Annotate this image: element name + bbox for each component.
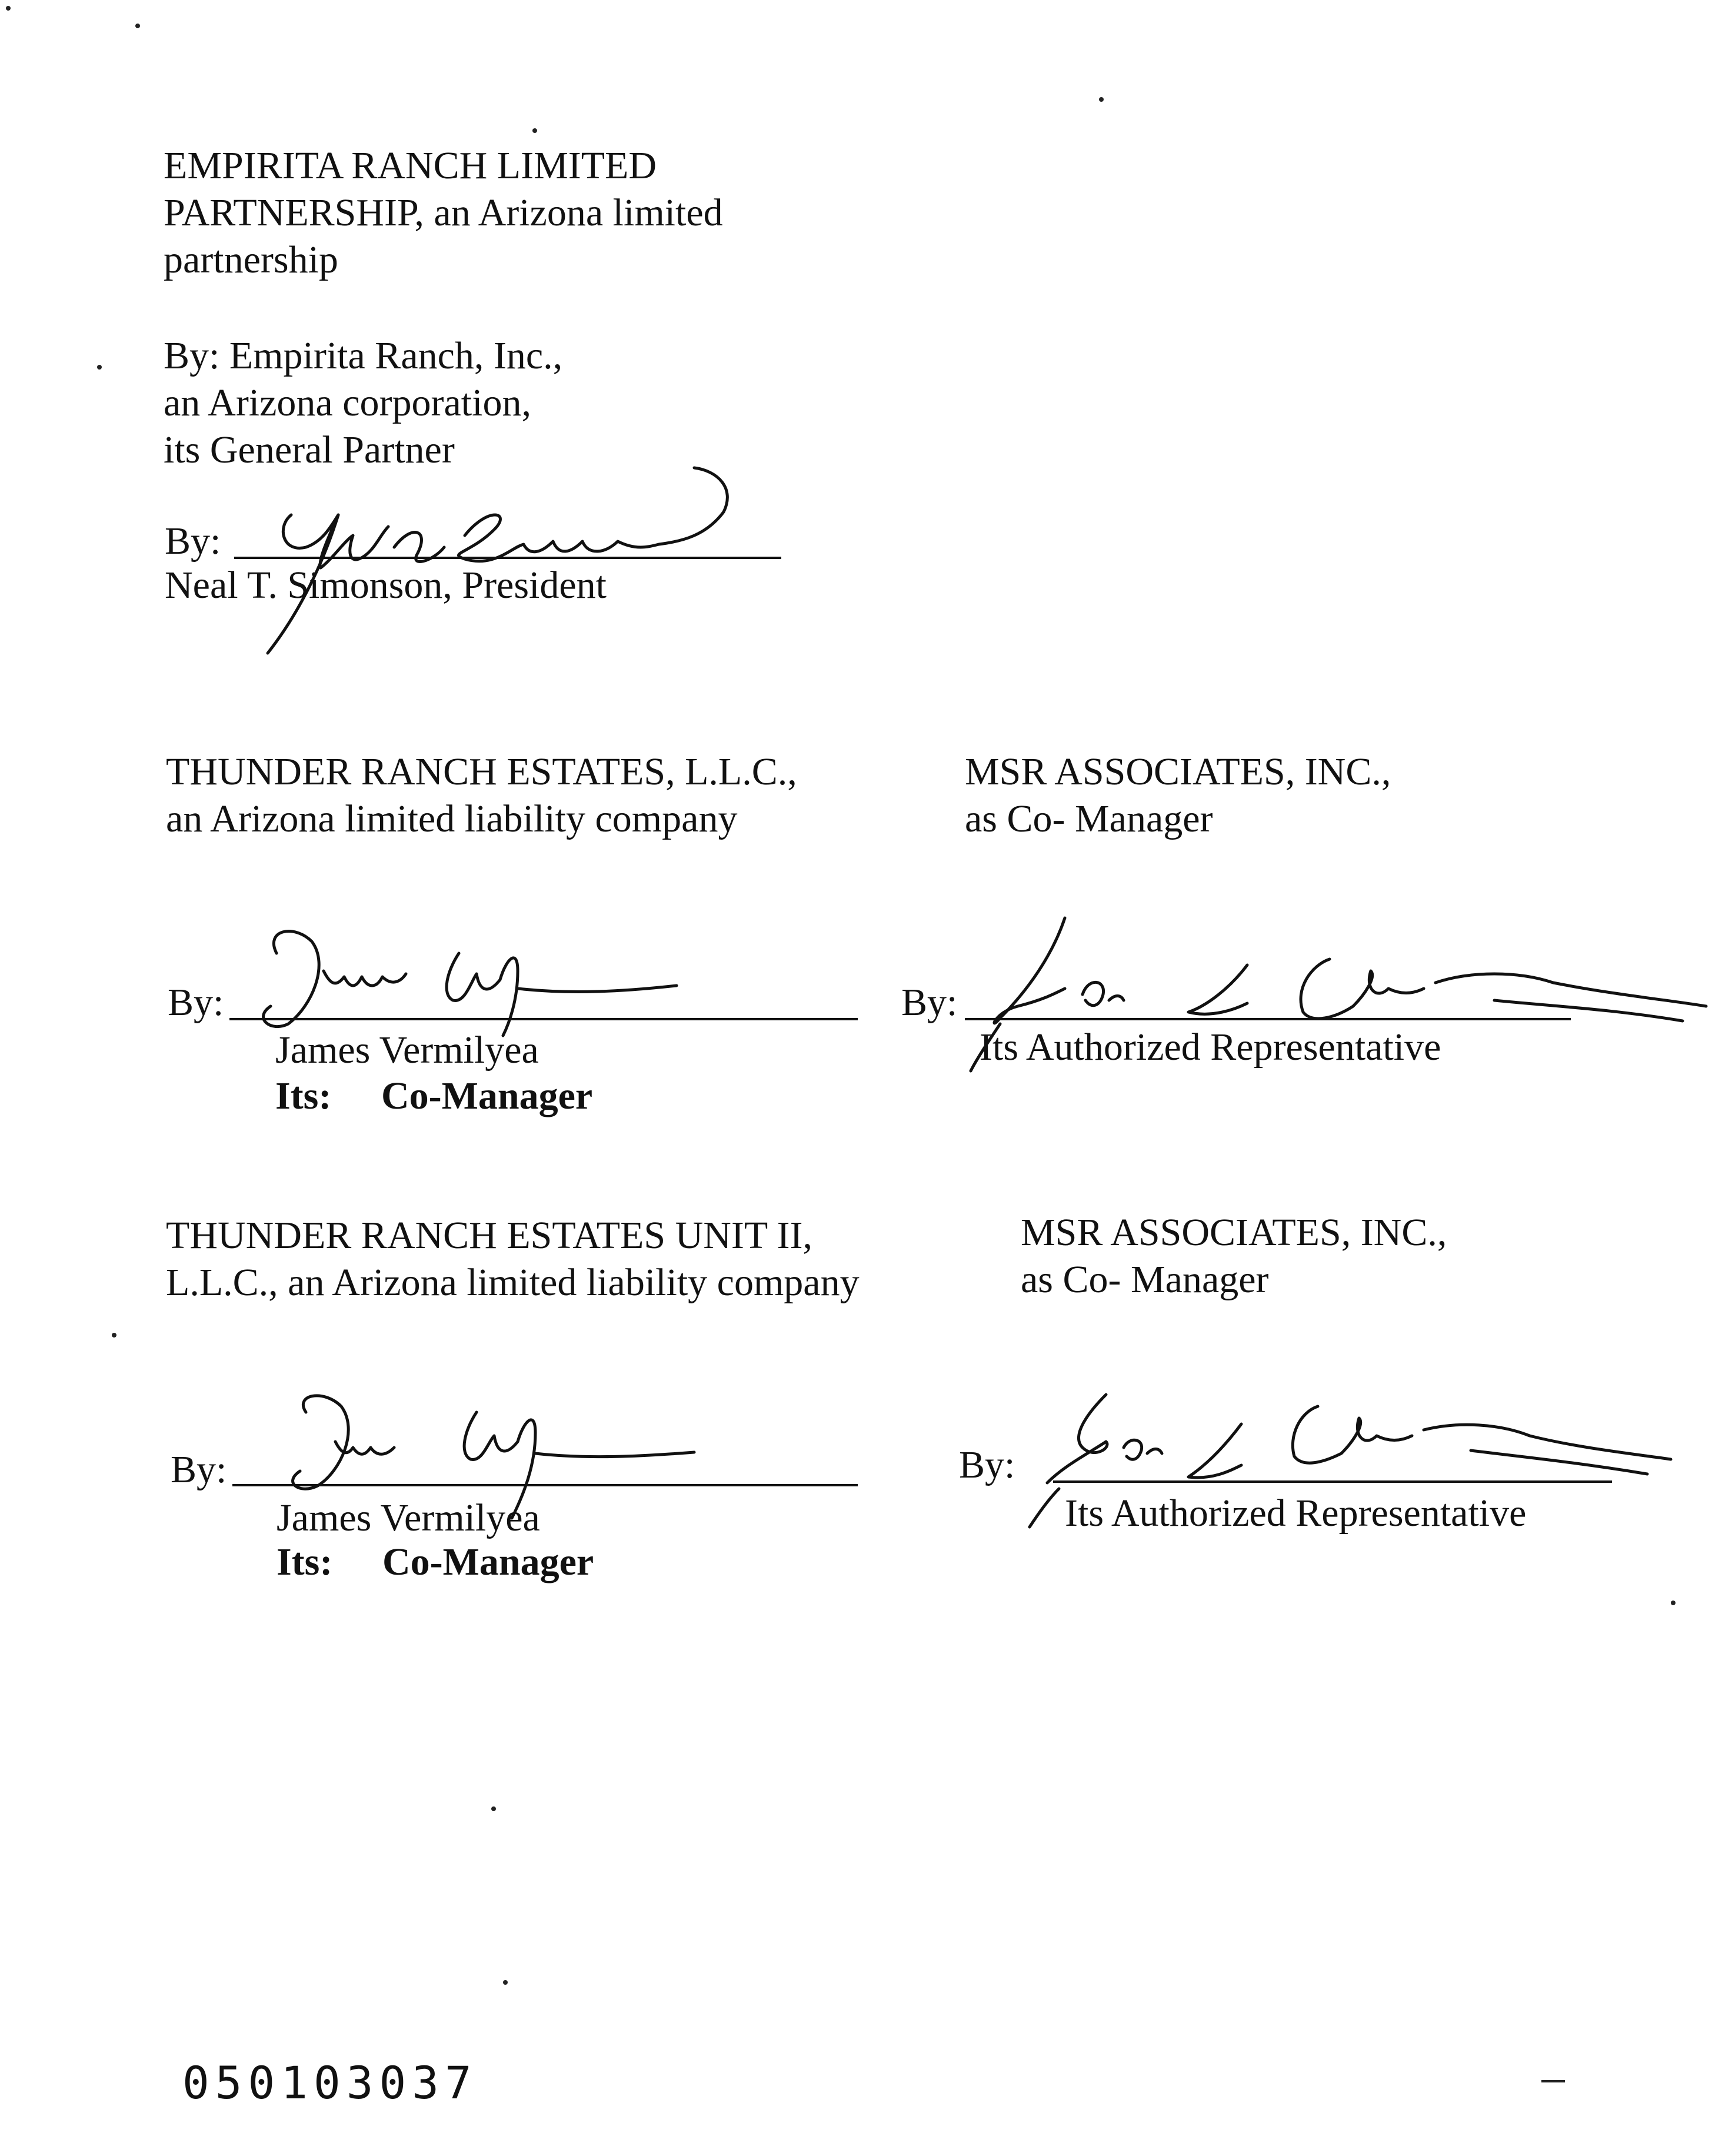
- signer-title: Its Authorized Representative: [980, 1026, 1441, 1069]
- signature-vermilyea: [241, 918, 712, 1036]
- signature-simonson: [235, 459, 765, 653]
- party-msr-name: [1021, 1209, 1447, 1303]
- its-row: [275, 1073, 592, 1120]
- scan-speck: [112, 1333, 116, 1337]
- general-partner-line: By: Empirita Ranch, Inc.,: [164, 334, 563, 377]
- scan-speck: [6, 6, 11, 11]
- party-name-line: PARTNERSHIP, an Arizona limited: [164, 191, 723, 234]
- scan-speck: [1671, 1601, 1676, 1605]
- party-name-line: MSR ASSOCIATES, INC.,: [1021, 1211, 1447, 1254]
- document-number: 050103037: [182, 2057, 478, 2109]
- party-name-line: as Co- Manager: [1021, 1258, 1269, 1301]
- scan-speck: [1099, 97, 1104, 102]
- scan-mark: [1541, 2080, 1565, 2082]
- party-name-line: partnership: [164, 238, 338, 281]
- scan-speck: [491, 1806, 496, 1811]
- its-label: Its:: [275, 1074, 332, 1117]
- scan-speck: [503, 1980, 508, 1985]
- party-name-line: as Co- Manager: [965, 797, 1213, 840]
- scan-speck: [532, 128, 537, 133]
- by-label: By:: [959, 1443, 1015, 1486]
- party-name-line: MSR ASSOCIATES, INC.,: [965, 750, 1391, 793]
- signer-name: James Vermilyea: [277, 1496, 540, 1539]
- by-label: By:: [165, 520, 221, 563]
- party-msr-name: [965, 748, 1391, 843]
- general-partner-line: its General Partner: [164, 428, 455, 471]
- general-partner-line: an Arizona corporation,: [164, 381, 531, 424]
- party-name-line: THUNDER RANCH ESTATES, L.L.C.,: [166, 750, 797, 793]
- signer-title: Neal T. Simonson, President: [165, 564, 607, 607]
- general-partner-block: [164, 332, 562, 474]
- by-label: By:: [901, 981, 958, 1024]
- party-name-line: an Arizona limited liability company: [166, 797, 738, 840]
- party-thunder-ranch-name: [166, 748, 797, 843]
- party-name-line: L.L.C., an Arizona limited liability company: [166, 1261, 860, 1304]
- by-label: By:: [171, 1448, 227, 1491]
- signer-name: James Vermilyea: [275, 1029, 539, 1072]
- party-name-line: EMPIRITA RANCH LIMITED: [164, 144, 657, 187]
- its-value: Co-Manager: [382, 1541, 594, 1583]
- party-thunder-ranch-unit-ii-name: [166, 1212, 860, 1306]
- by-label: By:: [168, 981, 224, 1024]
- its-row: [277, 1539, 594, 1586]
- party-name-line: THUNDER RANCH ESTATES UNIT II,: [166, 1214, 812, 1257]
- scan-speck: [135, 24, 140, 28]
- scan-speck: [97, 365, 102, 370]
- its-value: Co-Manager: [381, 1074, 593, 1117]
- signer-title: Its Authorized Representative: [1065, 1492, 1527, 1535]
- party-empirita-name: [164, 142, 723, 284]
- its-label: Its:: [277, 1541, 333, 1583]
